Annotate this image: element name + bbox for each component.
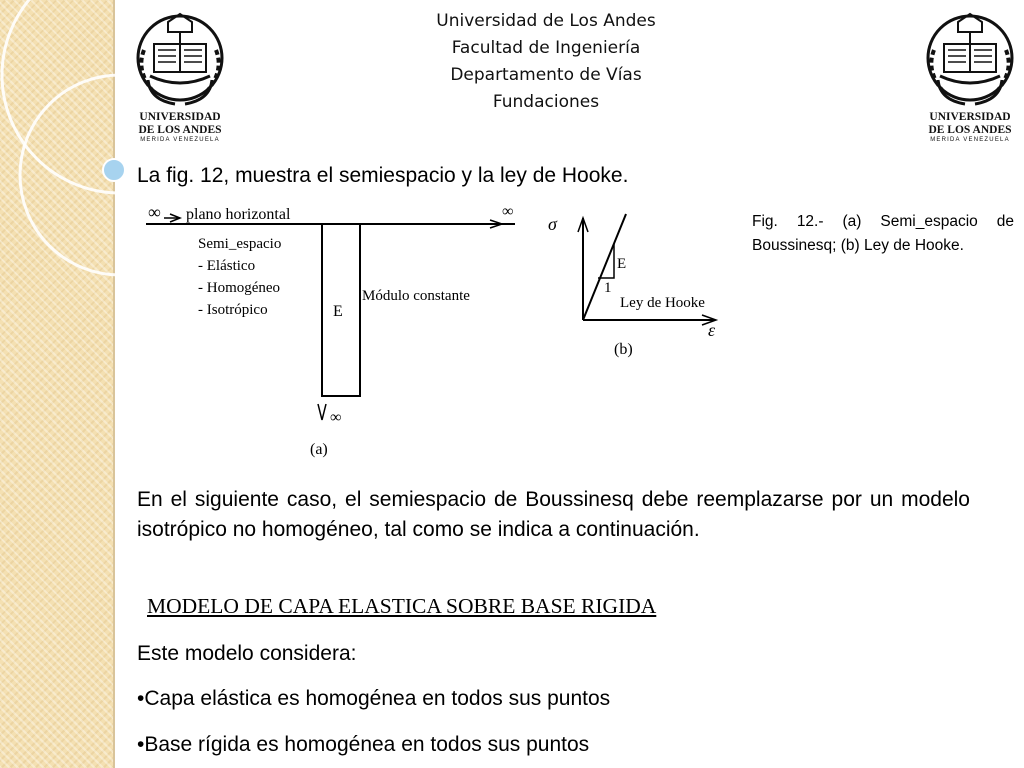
figure-caption: Fig. 12.- (a) Semi_espacio de Boussinesq; (b) Ley de Hooke. <box>752 213 1014 254</box>
infinity-left: ∞ <box>148 202 161 222</box>
body-paragraph: En el siguiente caso, el semiespacio de Boussinesq debe reemplazarse por un modelo isotrópico no homogéneo, tal como se indica a continuación. <box>137 488 970 541</box>
logo-text-line2: DE LOS ANDES <box>138 124 222 136</box>
bullet-rigid-base: •Base rígida es homogénea en todos sus puntos <box>137 733 590 756</box>
university-logo-right <box>920 10 1020 150</box>
property-isotropic: - Isotrópico <box>198 302 268 318</box>
figure-b-label: (b) <box>614 341 633 358</box>
header-faculty: Facultad de Ingeniería <box>451 38 641 58</box>
figure-a-label: (a) <box>310 441 328 458</box>
infinity-bottom: ∞ <box>330 409 342 426</box>
infinity-right: ∞ <box>502 203 514 220</box>
figure-b-hooke <box>548 214 716 358</box>
property-elastic: - Elástico <box>198 258 256 274</box>
decorative-dot-icon <box>103 159 125 181</box>
plane-label: plano horizontal <box>186 206 291 223</box>
university-logo-left <box>130 10 230 150</box>
modulus-symbol: E <box>333 303 343 320</box>
arrow-down-icon <box>318 404 326 420</box>
bullet-elastic-layer: •Capa elástica es homogénea en todos sus puntos <box>137 687 611 710</box>
university-emblem-icon <box>130 10 230 110</box>
slope-e: E <box>617 256 627 272</box>
hooke-law-label: Ley de Hooke <box>620 295 705 311</box>
slope-one: 1 <box>604 280 612 296</box>
figure-a-semispace <box>146 202 515 458</box>
header-department: Departamento de Vías <box>450 65 642 85</box>
decorative-arcs <box>0 0 140 300</box>
model-considers-text: Este modelo considera: <box>137 642 357 665</box>
university-emblem-icon <box>920 10 1020 110</box>
page-header <box>330 8 762 116</box>
logo-text-line1: UNIVERSIDAD <box>139 111 221 123</box>
logo-text-line3: MERIDA VENEZUELA <box>930 137 1010 143</box>
property-homogeneous: - Homogéneo <box>198 280 281 296</box>
intro-text: La fig. 12, muestra el semiespacio y la ley de Hooke. <box>137 164 629 187</box>
stress-symbol: σ <box>548 214 557 234</box>
section-subtitle: MODELO DE CAPA ELASTICA SOBRE BASE RIGIDA <box>147 594 657 618</box>
header-course: Fundaciones <box>492 92 600 112</box>
figure-12 <box>140 196 740 466</box>
logo-text-line3: MERIDA VENEZUELA <box>140 137 220 143</box>
header-university: Universidad de Los Andes <box>436 11 656 31</box>
logo-text-line1: UNIVERSIDAD <box>929 111 1011 123</box>
logo-text-line2: DE LOS ANDES <box>928 124 1012 136</box>
modulus-label: Módulo constante <box>362 288 470 304</box>
strain-symbol: ε <box>708 320 716 340</box>
semispace-label: Semi_espacio <box>198 236 282 252</box>
